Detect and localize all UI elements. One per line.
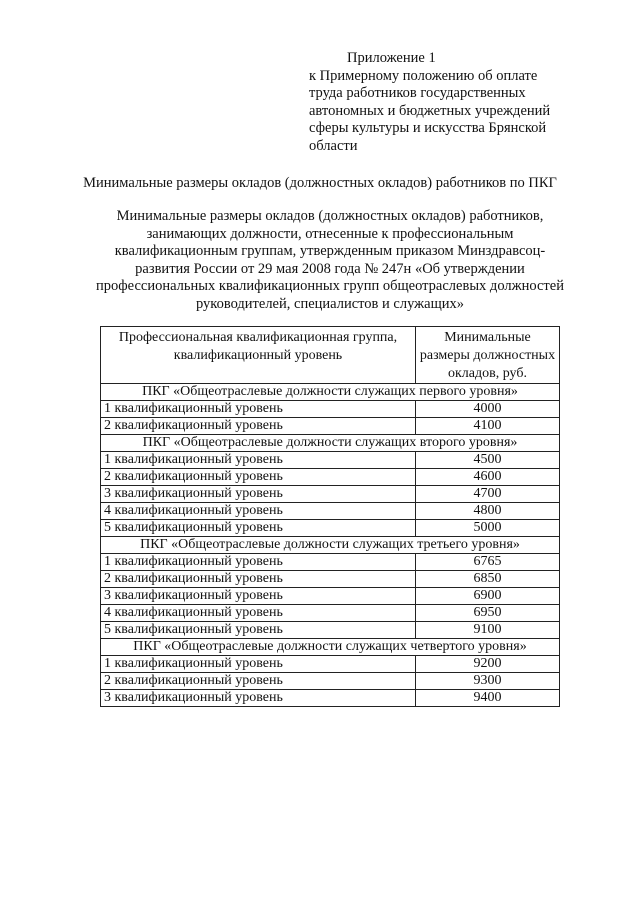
level-cell: 1 квалификационный уровень: [101, 656, 416, 673]
header-salary-line: Минимальные: [444, 330, 531, 345]
level-cell: 3 квалификационный уровень: [101, 486, 416, 503]
header-level-line: квалификационный уровень: [173, 348, 343, 363]
salary-table: [100, 326, 560, 707]
subtitle-line: квалификационным группам, утвержденным приказом Минздравсоц-: [114, 243, 546, 259]
appendix-line: области: [309, 137, 358, 154]
subtitle-line: руководителей, специалистов и служащих»: [195, 295, 465, 312]
level-cell: 1 квалификационный уровень: [101, 452, 416, 469]
level-cell: 5 квалификационный уровень: [101, 622, 416, 639]
header-salary-line: размеры должностных: [419, 348, 556, 363]
group-header-row: [101, 435, 560, 452]
level-cell: 5 квалификационный уровень: [101, 520, 416, 537]
table-row: [101, 554, 560, 571]
header-level-cell: [101, 327, 416, 384]
level-cell: 2 квалификационный уровень: [101, 469, 416, 486]
table-row: [101, 503, 560, 520]
group-name-cell: ПКГ «Общеотраслевые должности служащих третьего уровня»: [101, 537, 560, 554]
level-cell: 4 квалификационный уровень: [101, 605, 416, 622]
level-cell: 3 квалификационный уровень: [101, 588, 416, 605]
group-name-cell: ПКГ «Общеотраслевые должности служащих четвертого уровня»: [101, 639, 560, 656]
level-cell: 2 квалификационный уровень: [101, 571, 416, 588]
salary-cell: 4000: [416, 401, 560, 418]
level-cell: 1 квалификационный уровень: [101, 401, 416, 418]
document-title: Минимальные размеры окладов (должностных окладов) работников по ПКГ: [83, 175, 557, 191]
salary-cell: 9100: [416, 622, 560, 639]
header-level-line: Профессиональная квалификационная группа,: [118, 330, 398, 345]
table-row: [101, 622, 560, 639]
table-header-row: [101, 327, 560, 384]
salary-cell: 6850: [416, 571, 560, 588]
table-row: [101, 401, 560, 418]
level-cell: 3 квалификационный уровень: [101, 690, 416, 707]
subtitle-line: развития России от 29 мая 2008 года № 247н «Об утверждении: [135, 260, 525, 277]
table-row: [101, 673, 560, 690]
group-name-cell: ПКГ «Общеотраслевые должности служащих первого уровня»: [101, 384, 560, 401]
appendix-line: труда работников государственных: [309, 85, 526, 101]
appendix-line: к Примерному положению об оплате: [309, 67, 538, 84]
table-row: [101, 469, 560, 486]
salary-cell: 9400: [416, 690, 560, 707]
table-row: [101, 588, 560, 605]
salary-cell: 6765: [416, 554, 560, 571]
level-cell: 2 квалификационный уровень: [101, 418, 416, 435]
appendix-line: сферы культуры и искусства Брянской: [309, 120, 547, 136]
salary-cell: 9300: [416, 673, 560, 690]
level-cell: 2 квалификационный уровень: [101, 673, 416, 690]
table-row: [101, 656, 560, 673]
appendix-block: [309, 50, 579, 155]
salary-cell: 4100: [416, 418, 560, 435]
table-row: [101, 418, 560, 435]
group-header-row: [101, 384, 560, 401]
salary-cell: 4800: [416, 503, 560, 520]
group-name-cell: ПКГ «Общеотраслевые должности служащих второго уровня»: [101, 435, 560, 452]
table-row: [101, 520, 560, 537]
salary-cell: 5000: [416, 520, 560, 537]
salary-cell: 4700: [416, 486, 560, 503]
subtitle-line: профессиональных квалификационных групп общеотраслевых должностей: [96, 278, 564, 294]
salary-cell: 6900: [416, 588, 560, 605]
table-row: [101, 690, 560, 707]
table-row: [101, 486, 560, 503]
table-row: [101, 605, 560, 622]
header-salary-line: окладов, руб.: [448, 366, 527, 381]
header-salary-cell: [416, 327, 560, 384]
level-cell: 1 квалификационный уровень: [101, 554, 416, 571]
subtitle-line: Минимальные размеры окладов (должностных окладов) работников,: [116, 208, 544, 224]
table-row: [101, 452, 560, 469]
group-header-row: [101, 537, 560, 554]
table-row: [101, 571, 560, 588]
salary-cell: 4500: [416, 452, 560, 469]
salary-cell: 6950: [416, 605, 560, 622]
level-cell: 4 квалификационный уровень: [101, 503, 416, 520]
salary-cell: 4600: [416, 469, 560, 486]
group-header-row: [101, 639, 560, 656]
appendix-line: автономных и бюджетных учреждений: [309, 102, 551, 119]
appendix-title: Приложение 1: [347, 50, 436, 66]
document-subtitle: [70, 208, 590, 313]
salary-cell: 9200: [416, 656, 560, 673]
subtitle-line: занимающих должности, отнесенные к профессиональным: [146, 225, 514, 242]
